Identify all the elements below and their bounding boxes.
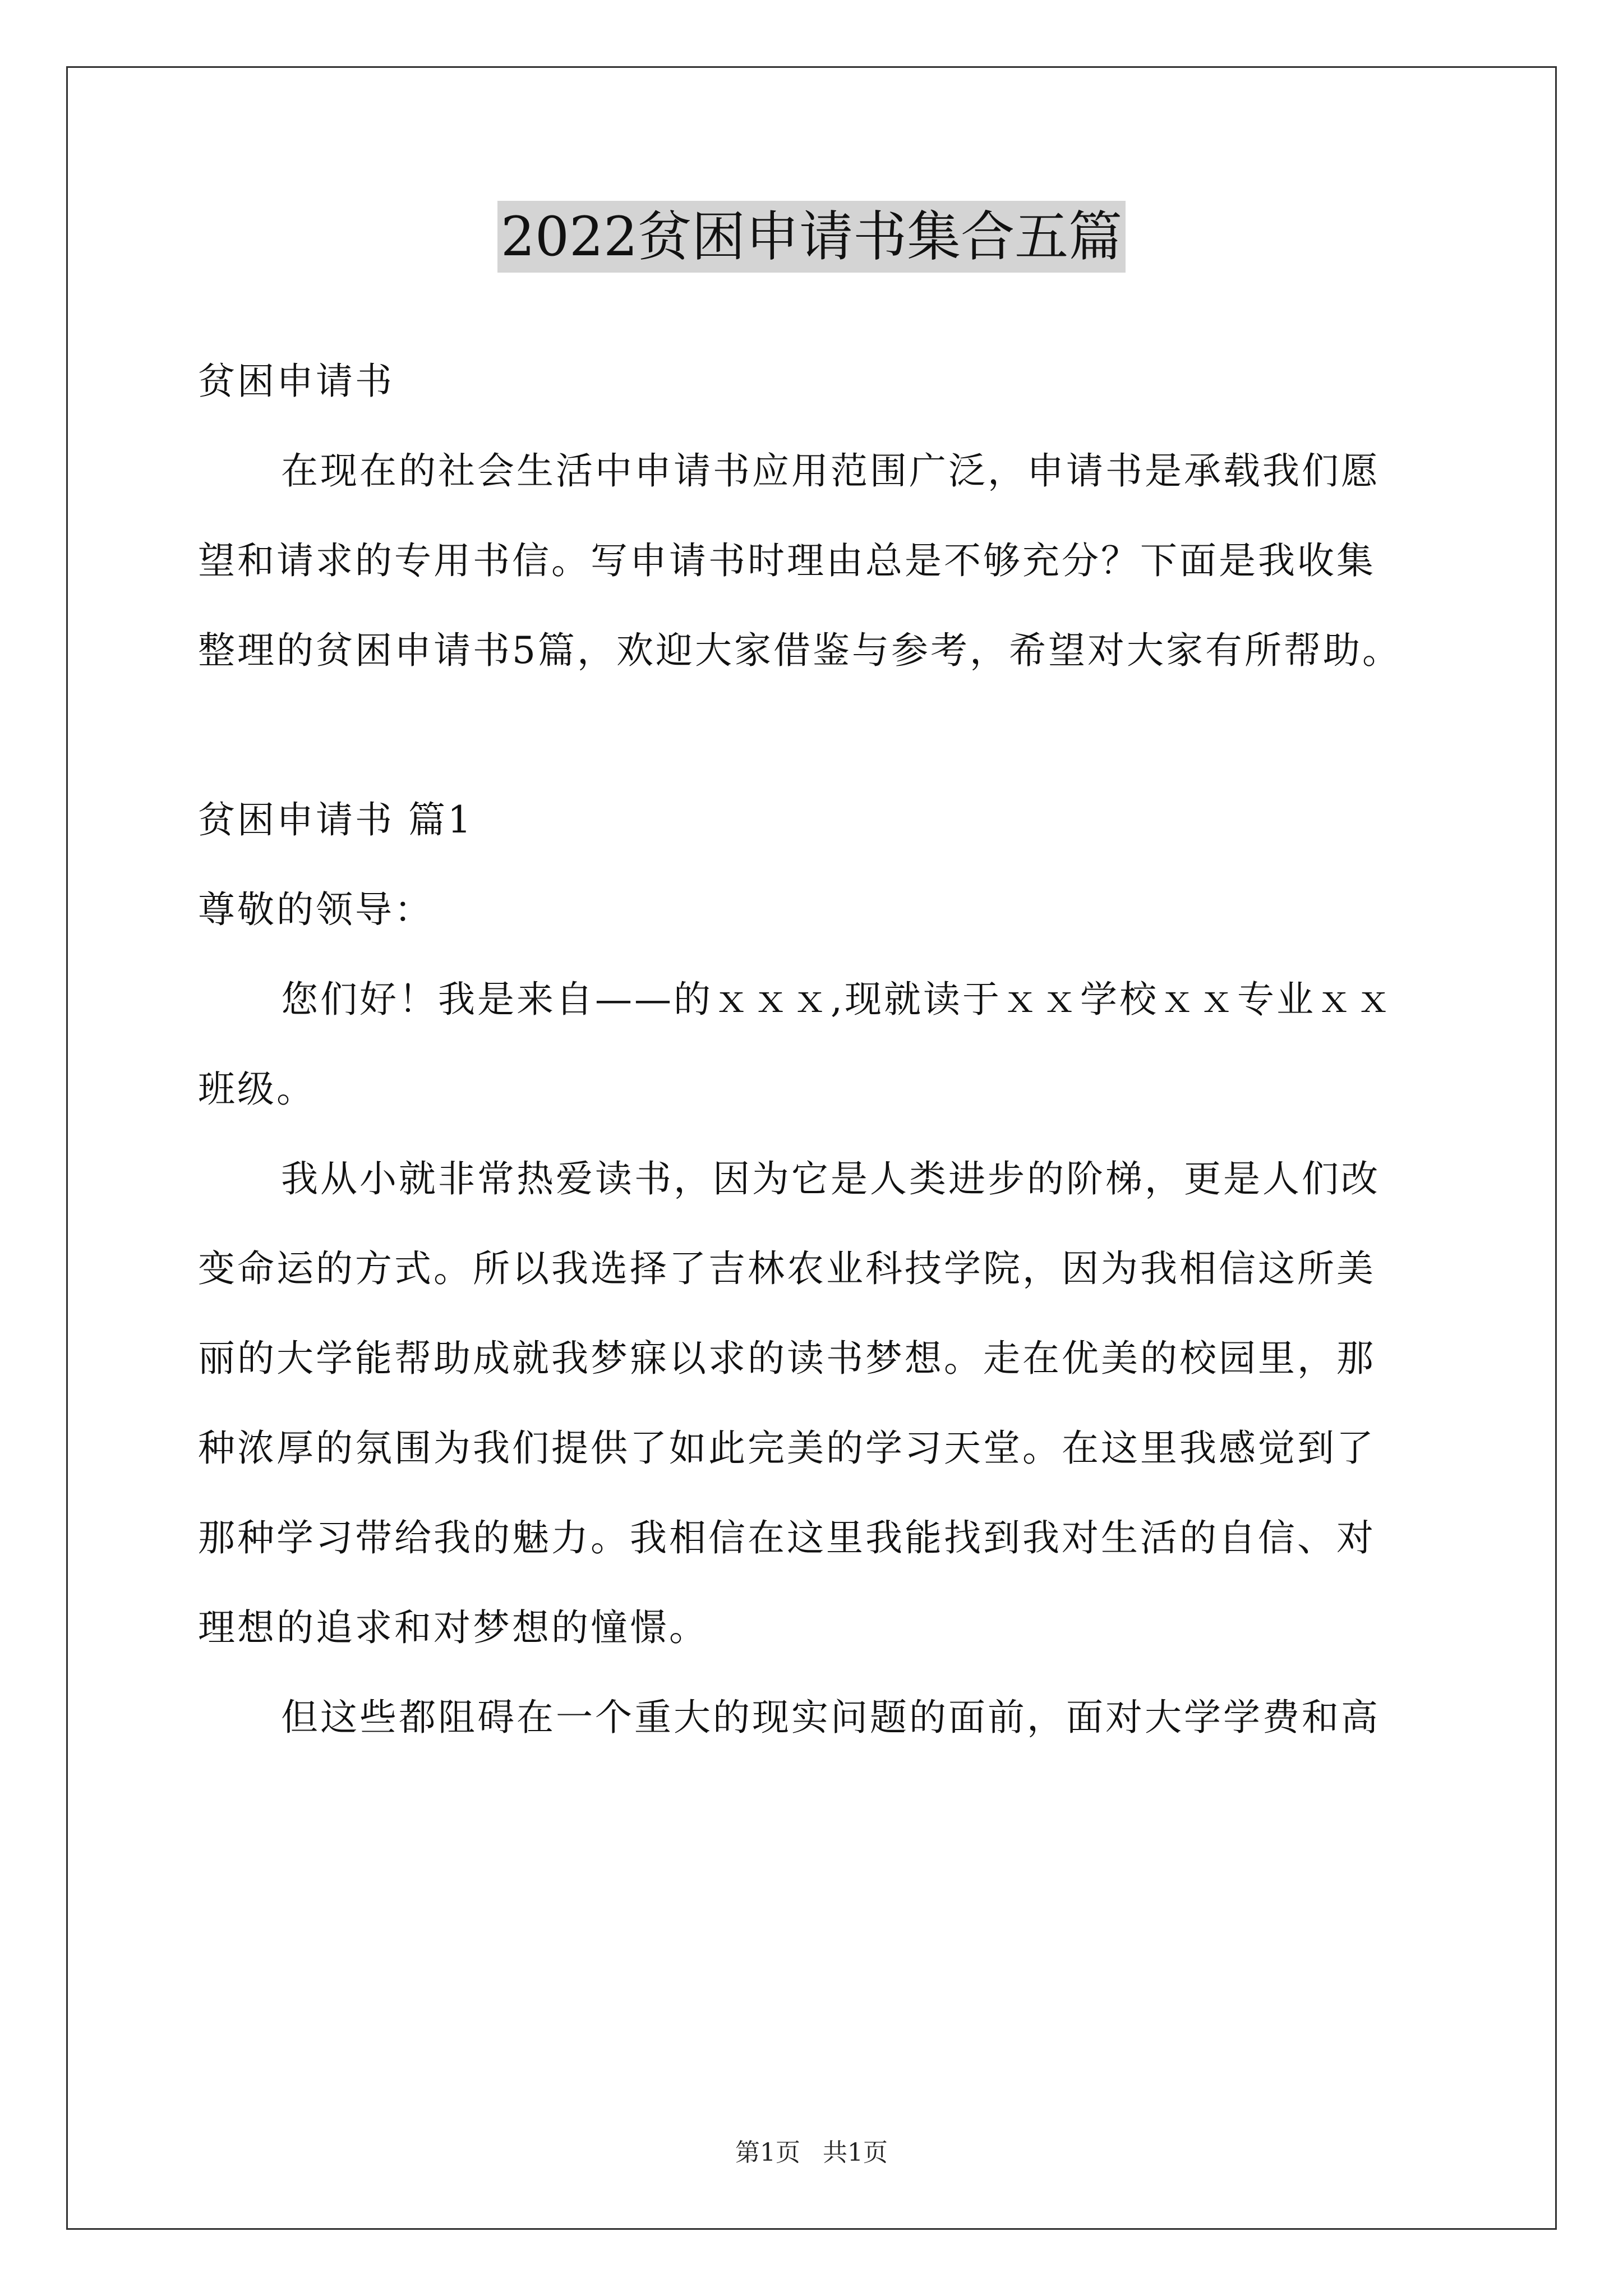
page-number-total: 共1页 bbox=[823, 2138, 888, 2167]
section-spacer bbox=[198, 696, 1425, 775]
salutation: 尊敬的领导： bbox=[198, 888, 434, 931]
intro-heading: 贫困申请书 bbox=[198, 360, 394, 403]
document-body bbox=[198, 337, 1425, 1763]
page-footer bbox=[0, 2136, 1623, 2170]
paragraph-line: 变命运的方式。所以我选择了吉林农业科技学院，因为我相信这所美 bbox=[198, 1247, 1376, 1290]
paragraph-line: 理想的追求和对梦想的憧憬。 bbox=[198, 1606, 708, 1649]
paragraph-line: 我从小就非常热爱读书，因为它是人类进步的阶梯，更是人们改 bbox=[281, 1157, 1380, 1200]
paragraph-line: 班级。 bbox=[198, 1068, 316, 1111]
intro-line: 整理的贫困申请书5篇，欢迎大家借鉴与参考，希望对大家有所帮助。 bbox=[198, 629, 1401, 672]
paragraph-line: 丽的大学能帮助成就我梦寐以求的读书梦想。走在优美的校园里，那 bbox=[198, 1337, 1376, 1380]
paragraph-line: 但这些都阻碍在一个重大的现实问题的面前，面对大学学费和高 bbox=[281, 1696, 1380, 1739]
paragraph-line: 您们好！我是来自——的ｘｘｘ,现就读于ｘｘ学校ｘｘ专业ｘｘ bbox=[281, 978, 1394, 1021]
document-title: 2022贫困申请书集合五篇 bbox=[497, 201, 1126, 273]
section-heading: 贫困申请书 篇1 bbox=[198, 798, 473, 841]
title-container bbox=[0, 201, 1623, 273]
page-number-current: 第1页 bbox=[735, 2138, 800, 2167]
intro-line: 望和请求的专用书信。写申请书时理由总是不够充分？下面是我收集 bbox=[198, 539, 1376, 582]
paragraph-line: 种浓厚的氛围为我们提供了如此完美的学习天堂。在这里我感觉到了 bbox=[198, 1427, 1376, 1470]
intro-line: 在现在的社会生活中申请书应用范围广泛，申请书是承载我们愿 bbox=[281, 449, 1380, 493]
paragraph-line: 那种学习带给我的魅力。我相信在这里我能找到我对生活的自信、对 bbox=[198, 1516, 1376, 1559]
